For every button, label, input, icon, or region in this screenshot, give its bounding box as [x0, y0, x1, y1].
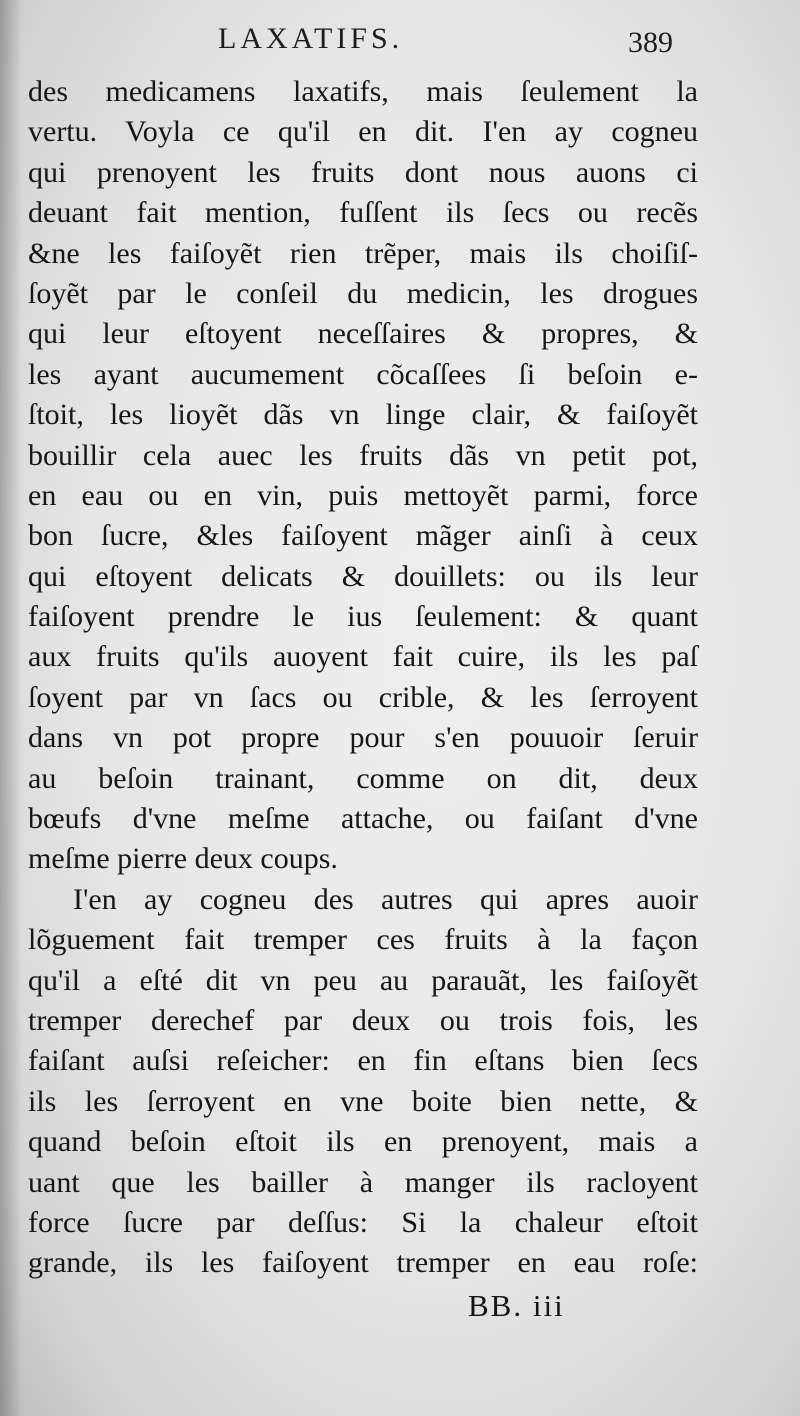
text-line: faiſant auſsi reſeicher: en fin eſtans bien ſecs: [28, 1044, 698, 1078]
text-line: au beſoin trainant, comme on dit, deux: [28, 761, 698, 795]
text-line: bœufs d'vne meſme attache, ou faiſant d'vne: [28, 802, 698, 836]
text-line: ſoyent par vn ſacs ou crible, & les ſerroyent: [28, 680, 698, 714]
text-line: les ayant aucumement cõcaſſees ſi beſoin e-: [28, 357, 698, 391]
text-line: en eau ou en vin, puis mettoyẽt parmi, force: [28, 478, 698, 512]
text-line: qui leur eſtoyent neceſſaires & propres, &: [28, 317, 698, 351]
text-line: qui prenoyent les fruits dont nous auons ci: [28, 155, 698, 189]
text-line: bon ſucre, &les faiſoyent mãger ainſi à ceux: [28, 519, 698, 553]
text-line: uant que les bailler à manger ils racloyent: [28, 1165, 698, 1199]
text-line: aux fruits qu'ils auoyent fait cuire, ils les paſ: [28, 640, 698, 674]
text-line: lõguement fait tremper ces fruits à la façon: [28, 923, 698, 957]
text-line: ſoyẽt par le conſeil du medicin, les drogues: [28, 276, 698, 310]
text-line: deuant fait mention, fuſſent ils ſecs ou recẽs: [28, 196, 698, 230]
gathering-signature: BB. iii: [468, 1288, 565, 1323]
text-line: quand beſoin eſtoit ils en prenoyent, mais a: [28, 1125, 698, 1159]
running-head: LAXATIFS.: [218, 22, 404, 55]
text-line: des medicamens laxatifs, mais ſeulement la: [28, 75, 698, 108]
text-line: faiſoyent prendre le ius ſeulement: & quant: [28, 600, 698, 634]
page-number: 389: [628, 26, 673, 59]
text-line: ils les ſerroyent en vne boite bien nette, &: [28, 1084, 698, 1118]
body-text: [28, 72, 698, 1284]
text-line: qu'il a eſté dit vn peu au parauãt, les faiſoyẽt: [28, 963, 698, 997]
text-line: vertu. Voyla ce qu'il en dit. I'en ay cogneu: [28, 115, 698, 149]
paragraph-start-line: I'en ay cogneu des autres qui apres auoir: [73, 882, 698, 916]
text-line: tremper derechef par deux ou trois fois, les: [28, 1003, 698, 1037]
text-line: &ne les faiſoyẽt rien trẽper, mais ils choiſiſ-: [28, 236, 698, 270]
text-line: grande, ils les faiſoyent tremper en eau roſe:: [28, 1246, 698, 1280]
text-line: dans vn pot propre pour s'en pouuoir ſeruir: [28, 721, 698, 755]
text-line: force ſucre par deſſus: Si la chaleur eſtoit: [28, 1205, 698, 1239]
paragraph-end-line: meſme pierre deux coups.: [28, 842, 338, 876]
text-line: bouillir cela auec les fruits dãs vn petit pot,: [28, 438, 698, 472]
text-line: ſtoit, les lioyẽt dãs vn linge clair, & faiſoyẽt: [28, 398, 698, 432]
gutter-shadow: [0, 0, 22, 1416]
text-line: qui eſtoyent delicats & douillets: ou ils leur: [28, 559, 698, 593]
